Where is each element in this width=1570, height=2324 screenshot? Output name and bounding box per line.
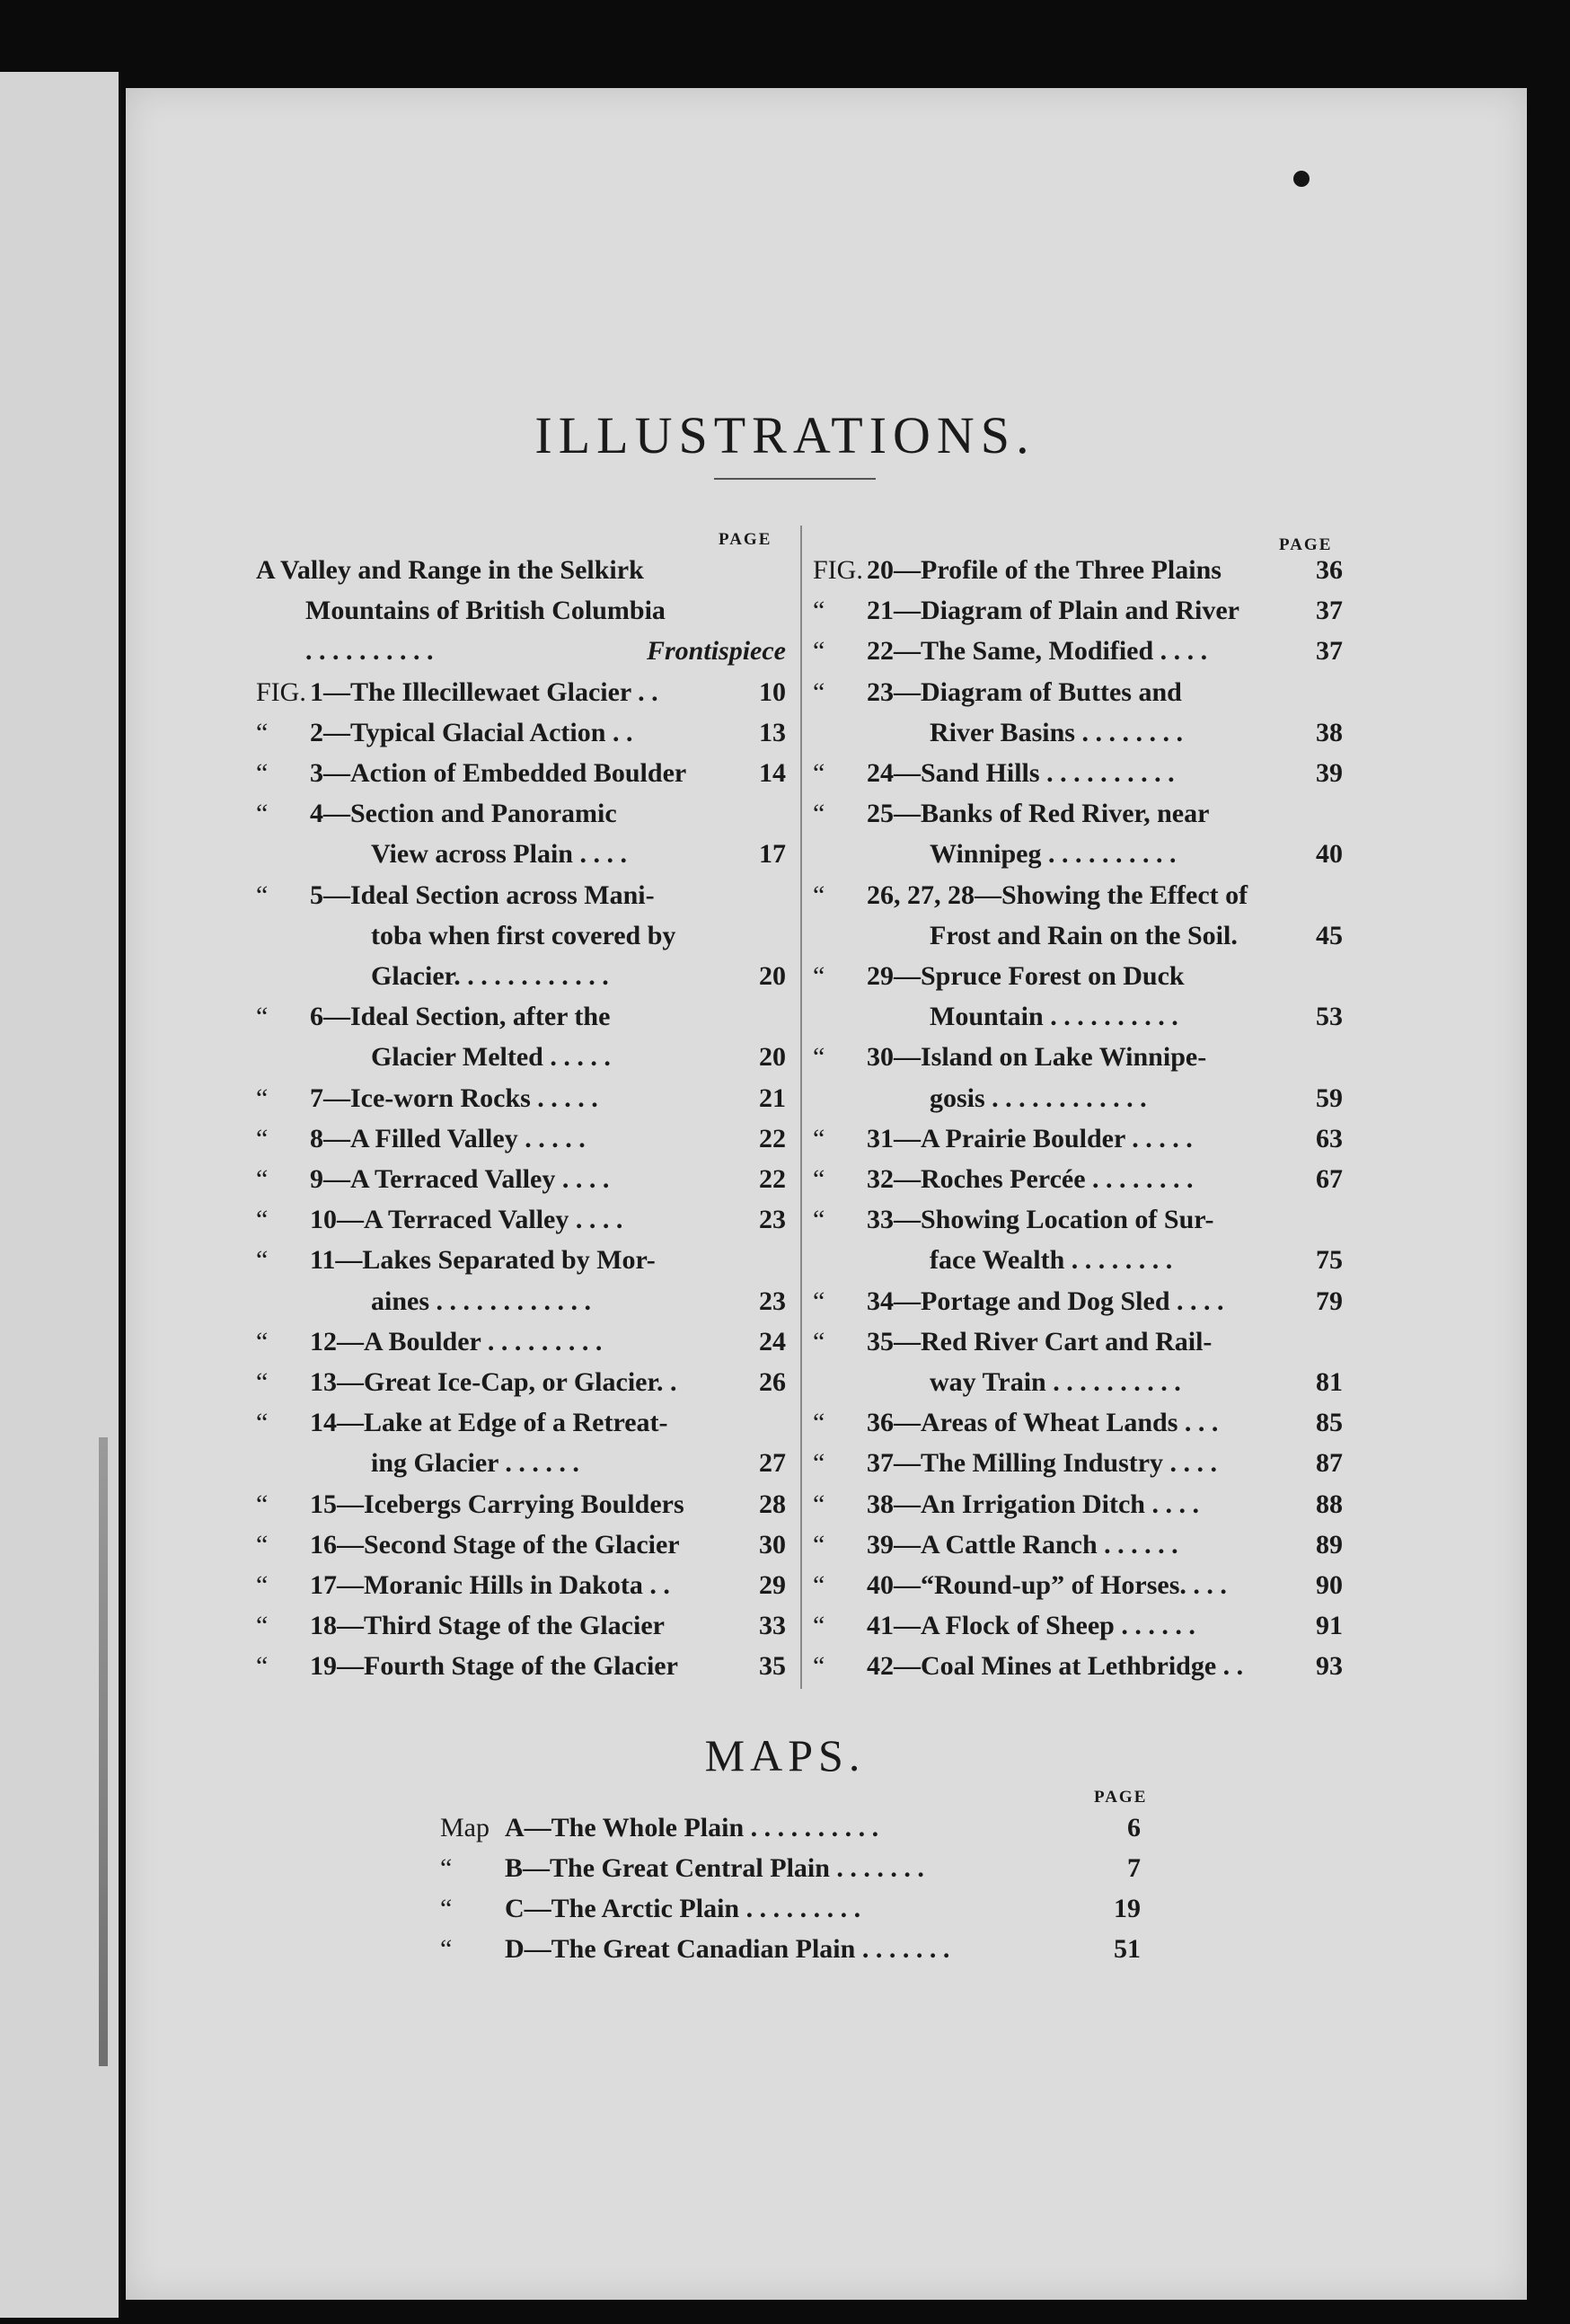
entry-title: 3—Action of Embedded Boulder xyxy=(310,758,687,788)
illustration-entry xyxy=(813,1240,1343,1280)
entry-page-number: 13 xyxy=(759,717,786,747)
illustration-entry xyxy=(813,1402,1343,1443)
illustration-entry xyxy=(813,875,1343,915)
illustration-entry xyxy=(256,1281,786,1321)
illustration-entry xyxy=(256,793,786,834)
entry-lead: “ xyxy=(813,1489,825,1519)
entry-page-number: 22 xyxy=(759,1123,786,1153)
illustration-entry xyxy=(256,1524,786,1565)
entry-title: 15—Icebergs Carrying Boulders xyxy=(310,1489,684,1519)
entry-lead: “ xyxy=(256,1205,269,1235)
entry-page-number: 88 xyxy=(1316,1489,1343,1519)
entry-page-number: 20 xyxy=(759,1042,786,1073)
map-entry xyxy=(440,1807,1141,1848)
entry-lead: “ xyxy=(813,1042,825,1073)
entry-lead: “ xyxy=(256,758,269,788)
entry-title: 13—Great Ice-Cap, or Glacier. . xyxy=(310,1367,677,1397)
entry-title: 17—Moranic Hills in Dakota . . xyxy=(310,1570,670,1600)
entry-title: 10—A Terraced Valley . . . . xyxy=(310,1205,623,1235)
entry-title: 16—Second Stage of the Glacier xyxy=(310,1529,680,1560)
entry-title: 12—A Boulder . . . . . . . . . xyxy=(310,1326,603,1356)
illustration-entry xyxy=(813,1159,1343,1199)
entry-page-number: 23 xyxy=(759,1205,786,1235)
entry-lead: “ xyxy=(813,961,825,991)
entry-page-number: 14 xyxy=(759,758,786,788)
entry-lead: “ xyxy=(256,1529,269,1560)
entry-lead: “ xyxy=(813,1164,825,1194)
entry-page-number: 91 xyxy=(1316,1611,1343,1641)
entry-lead: FIG. xyxy=(813,555,863,585)
column-divider xyxy=(800,526,802,1689)
entry-lead: “ xyxy=(813,636,825,667)
entry-lead: “ xyxy=(813,1408,825,1438)
entry-page-number: 27 xyxy=(759,1448,786,1479)
entry-page-number: 10 xyxy=(759,676,786,707)
illustration-entry xyxy=(813,915,1343,956)
entry-title: 23—Diagram of Buttes and xyxy=(867,676,1182,707)
illustration-entry xyxy=(256,712,786,753)
entry-lead: “ xyxy=(813,1529,825,1560)
illustration-entry xyxy=(813,590,1343,631)
entry-page-number: 35 xyxy=(759,1651,786,1682)
illustration-entry xyxy=(256,631,786,671)
entry-lead: “ xyxy=(813,1205,825,1235)
right-page-header: PAGE xyxy=(1279,535,1333,554)
entry-page-number: 39 xyxy=(1316,758,1343,788)
entry-lead: “ xyxy=(256,1245,269,1276)
entry-lead: “ xyxy=(440,1934,453,1964)
entry-lead: “ xyxy=(256,1489,269,1519)
entry-page-number: 79 xyxy=(1316,1286,1343,1316)
entry-title: Mountain . . . . . . . . . . xyxy=(930,1002,1178,1032)
entry-page-number: 17 xyxy=(759,839,786,870)
entry-lead: “ xyxy=(256,1611,269,1641)
entry-title: 42—Coal Mines at Lethbridge . . xyxy=(867,1651,1244,1682)
map-entry xyxy=(440,1848,1141,1888)
entry-title: 32—Roches Percée . . . . . . . . xyxy=(867,1164,1194,1194)
title-rule xyxy=(714,478,876,480)
entry-lead: “ xyxy=(813,879,825,910)
illustration-entry xyxy=(256,672,786,712)
entry-title: 1—The Illecillewaet Glacier . . xyxy=(310,676,658,707)
entry-title: 7—Ice-worn Rocks . . . . . xyxy=(310,1082,598,1113)
entry-page-number: 40 xyxy=(1316,839,1343,870)
illustration-entry xyxy=(256,1199,786,1240)
entry-title: Glacier. . . . . . . . . . . . xyxy=(371,961,609,991)
entry-title: 37—The Milling Industry . . . . xyxy=(867,1448,1218,1479)
entry-title: 2—Typical Glacial Action . . xyxy=(310,717,633,747)
entry-page-number: 36 xyxy=(1316,555,1343,585)
entry-title: View across Plain . . . . xyxy=(371,839,627,870)
entry-title: B—The Great Central Plain . . . . . . . xyxy=(505,1853,924,1883)
entry-title: 30—Island on Lake Winnipe- xyxy=(867,1042,1207,1073)
left-page-header: PAGE xyxy=(719,530,772,549)
entry-title: 21—Diagram of Plain and River xyxy=(867,596,1239,626)
entry-title: 5—Ideal Section across Mani- xyxy=(310,879,655,910)
entry-lead: “ xyxy=(440,1853,453,1883)
entry-page-number: 87 xyxy=(1316,1448,1343,1479)
illustration-entry xyxy=(813,712,1343,753)
illustration-entry xyxy=(813,1484,1343,1524)
entry-page-number: 7 xyxy=(1127,1853,1141,1883)
entry-lead: “ xyxy=(256,1082,269,1113)
maps-title: MAPS. xyxy=(704,1730,866,1781)
entry-lead: “ xyxy=(440,1894,453,1923)
entry-lead: “ xyxy=(813,596,825,626)
entry-page-number: 53 xyxy=(1316,1002,1343,1032)
entry-lead: “ xyxy=(256,1002,269,1032)
illustration-entry xyxy=(813,1078,1343,1118)
illustration-entry xyxy=(813,631,1343,671)
illustration-entry xyxy=(256,1362,786,1402)
entry-page-number: 67 xyxy=(1316,1164,1343,1194)
illustration-entry xyxy=(813,1443,1343,1483)
illustration-entry xyxy=(256,1159,786,1199)
illustration-entry xyxy=(813,753,1343,793)
entry-page-number: 90 xyxy=(1316,1570,1343,1600)
entry-page-number: 59 xyxy=(1316,1082,1343,1113)
entry-lead: “ xyxy=(256,1123,269,1153)
illustration-entry xyxy=(813,1524,1343,1565)
entry-lead: Map xyxy=(440,1813,490,1842)
illustration-entry xyxy=(256,1565,786,1605)
entry-title: D—The Great Canadian Plain . . . . . . . xyxy=(505,1934,950,1964)
illustration-entry xyxy=(256,550,786,590)
entry-title: 33—Showing Location of Sur- xyxy=(867,1205,1214,1235)
entry-title: A Valley and Range in the Selkirk xyxy=(256,555,644,585)
illustration-entry xyxy=(813,1565,1343,1605)
entry-title: face Wealth . . . . . . . . xyxy=(930,1245,1173,1276)
entry-title: 36—Areas of Wheat Lands . . . xyxy=(867,1408,1219,1438)
entry-title: A—The Whole Plain . . . . . . . . . . xyxy=(505,1813,879,1842)
entry-page-number: 93 xyxy=(1316,1651,1343,1682)
entry-title: Frost and Rain on the Soil. xyxy=(930,920,1238,950)
entry-title: C—The Arctic Plain . . . . . . . . . xyxy=(505,1894,861,1923)
entry-title: ing Glacier . . . . . . xyxy=(371,1448,579,1479)
entry-title: 4—Section and Panoramic xyxy=(310,799,617,829)
entry-title: 6—Ideal Section, after the xyxy=(310,1002,611,1032)
illustration-entry xyxy=(813,834,1343,874)
entry-page-number: 51 xyxy=(1114,1934,1141,1964)
entry-title: 34—Portage and Dog Sled . . . . xyxy=(867,1286,1224,1316)
entry-lead: “ xyxy=(256,799,269,829)
entry-lead: “ xyxy=(813,1286,825,1316)
entry-lead: “ xyxy=(256,1164,269,1194)
entry-page-number: 30 xyxy=(759,1529,786,1560)
entry-page-number: 85 xyxy=(1316,1408,1343,1438)
entry-page-number: 24 xyxy=(759,1326,786,1356)
entry-page-number: 6 xyxy=(1127,1813,1141,1842)
entry-title: 39—A Cattle Ranch . . . . . . xyxy=(867,1529,1178,1560)
illustration-entry xyxy=(256,753,786,793)
entry-page-number: 63 xyxy=(1316,1123,1343,1153)
map-entry xyxy=(440,1888,1141,1929)
illustration-entry xyxy=(256,1646,786,1686)
illustration-entry xyxy=(813,1037,1343,1077)
entry-lead: “ xyxy=(813,1326,825,1356)
illustration-entry xyxy=(256,834,786,874)
entry-page-number: 28 xyxy=(759,1489,786,1519)
entry-page-number: 29 xyxy=(759,1570,786,1600)
illustration-entry xyxy=(813,1281,1343,1321)
illustration-entry xyxy=(813,956,1343,996)
illustration-entry xyxy=(256,1321,786,1362)
entry-title: . . . . . . . . . . xyxy=(305,636,434,667)
ink-dot-mark xyxy=(1293,171,1310,187)
illustration-entry xyxy=(813,793,1343,834)
illustration-entry xyxy=(813,996,1343,1037)
entry-lead: “ xyxy=(256,717,269,747)
entry-lead: “ xyxy=(813,1651,825,1682)
entry-title: 26, 27, 28—Showing the Effect of xyxy=(867,879,1248,910)
illustration-entry xyxy=(813,1646,1343,1686)
entry-page-number: 26 xyxy=(759,1367,786,1397)
illustration-entry xyxy=(256,1240,786,1280)
illustration-entry xyxy=(256,1037,786,1077)
entry-title: 24—Sand Hills . . . . . . . . . . xyxy=(867,758,1175,788)
entry-page-number: 81 xyxy=(1316,1367,1343,1397)
entry-title: 20—Profile of the Three Plains xyxy=(867,555,1222,585)
entry-page-number: 45 xyxy=(1316,920,1343,950)
page-title: ILLUSTRATIONS. xyxy=(534,405,1036,464)
entry-title: 29—Spruce Forest on Duck xyxy=(867,961,1185,991)
entry-page-number: 38 xyxy=(1316,717,1343,747)
illustration-entry xyxy=(256,1078,786,1118)
entry-title: 9—A Terraced Valley . . . . xyxy=(310,1164,610,1194)
entry-title: 40—“Round-up” of Horses. . . . xyxy=(867,1570,1227,1600)
entry-title: aines . . . . . . . . . . . . xyxy=(371,1286,592,1316)
illustration-entry xyxy=(813,1321,1343,1362)
entry-page-number: 37 xyxy=(1316,596,1343,626)
map-entry xyxy=(440,1929,1141,1969)
entry-page-number: 20 xyxy=(759,961,786,991)
entry-lead: “ xyxy=(813,1611,825,1641)
entry-page-number: Frontispiece xyxy=(647,636,786,667)
entry-page-number: 21 xyxy=(759,1082,786,1113)
illustration-entry xyxy=(813,1362,1343,1402)
entry-lead: “ xyxy=(256,1326,269,1356)
entry-title: 35—Red River Cart and Rail- xyxy=(867,1326,1213,1356)
entry-page-number: 19 xyxy=(1114,1894,1141,1923)
entry-lead: FIG. xyxy=(256,676,306,707)
illustration-entry xyxy=(256,915,786,956)
illustration-entry xyxy=(256,1605,786,1646)
entry-lead: “ xyxy=(256,1408,269,1438)
entry-title: 25—Banks of Red River, near xyxy=(867,799,1210,829)
entry-page-number: 33 xyxy=(759,1611,786,1641)
entry-lead: “ xyxy=(813,1123,825,1153)
entry-lead: “ xyxy=(813,1570,825,1600)
entry-page-number: 75 xyxy=(1316,1245,1343,1276)
entry-title: 11—Lakes Separated by Mor- xyxy=(310,1245,656,1276)
entry-title: 18—Third Stage of the Glacier xyxy=(310,1611,665,1641)
illustration-entry xyxy=(256,1118,786,1159)
entry-title: 19—Fourth Stage of the Glacier xyxy=(310,1651,678,1682)
illustration-entry xyxy=(813,550,1343,590)
entry-lead: “ xyxy=(813,799,825,829)
illustration-entry xyxy=(256,875,786,915)
entry-title: Glacier Melted . . . . . xyxy=(371,1042,611,1073)
illustration-entry xyxy=(813,1199,1343,1240)
illustration-entry xyxy=(256,1484,786,1524)
entry-title: way Train . . . . . . . . . . xyxy=(930,1367,1181,1397)
entry-lead: “ xyxy=(813,676,825,707)
entry-lead: “ xyxy=(256,879,269,910)
entry-lead: “ xyxy=(256,1367,269,1397)
entry-title: 14—Lake at Edge of a Retreat- xyxy=(310,1408,668,1438)
entry-lead: “ xyxy=(813,1448,825,1479)
illustration-entry xyxy=(813,1605,1343,1646)
entry-page-number: 23 xyxy=(759,1286,786,1316)
entry-lead: “ xyxy=(813,758,825,788)
entry-title: Winnipeg . . . . . . . . . . xyxy=(930,839,1177,870)
illustration-entry xyxy=(256,996,786,1037)
entry-lead: “ xyxy=(256,1570,269,1600)
entry-title: 22—The Same, Modified . . . . xyxy=(867,636,1208,667)
illustration-entry xyxy=(256,956,786,996)
entry-page-number: 22 xyxy=(759,1164,786,1194)
entry-title: 8—A Filled Valley . . . . . xyxy=(310,1123,586,1153)
maps-page-header: PAGE xyxy=(1094,1788,1148,1807)
illustration-entry xyxy=(813,1118,1343,1159)
entry-title: Mountains of British Columbia xyxy=(305,596,666,626)
entry-title: gosis . . . . . . . . . . . . xyxy=(930,1082,1147,1113)
entry-title: toba when first covered by xyxy=(371,920,676,950)
entry-title: 31—A Prairie Boulder . . . . . xyxy=(867,1123,1193,1153)
illustration-entry xyxy=(256,1443,786,1483)
entry-page-number: 89 xyxy=(1316,1529,1343,1560)
entry-title: River Basins . . . . . . . . xyxy=(930,717,1183,747)
illustration-entry xyxy=(813,672,1343,712)
illustration-entry xyxy=(256,1402,786,1443)
entry-lead: “ xyxy=(256,1651,269,1682)
entry-title: 41—A Flock of Sheep . . . . . . xyxy=(867,1611,1195,1641)
entry-title: 38—An Irrigation Ditch . . . . xyxy=(867,1489,1199,1519)
illustration-entry xyxy=(256,590,786,631)
entry-page-number: 37 xyxy=(1316,636,1343,667)
